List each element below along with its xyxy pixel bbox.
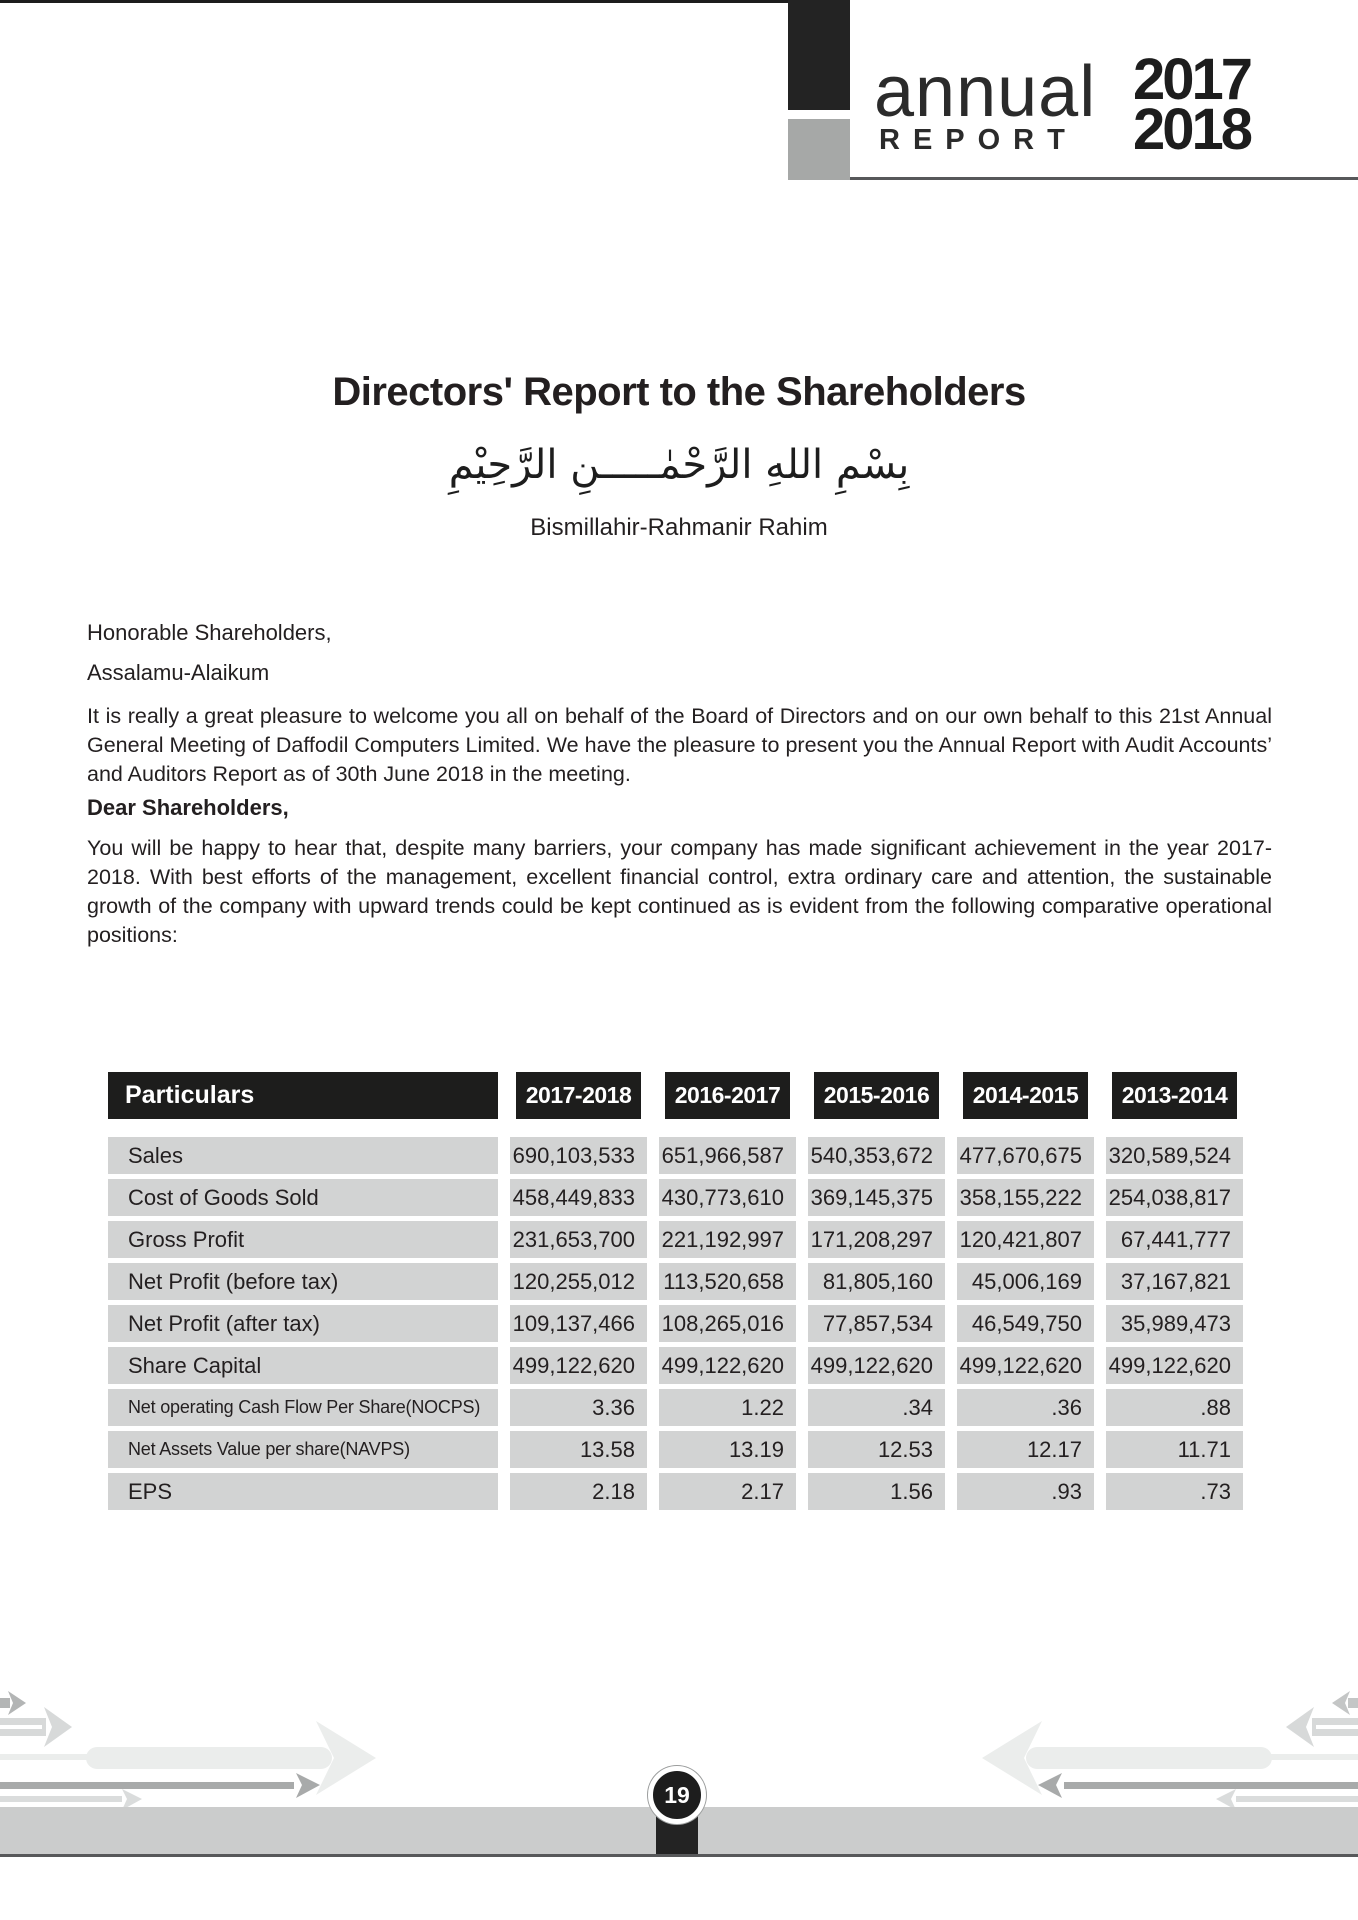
row-value: .36 [957, 1389, 1094, 1426]
row-value: 46,549,750 [957, 1305, 1094, 1342]
row-label: Share Capital [108, 1347, 498, 1384]
row-value: 254,038,817 [1106, 1179, 1243, 1216]
row-value: 320,589,524 [1106, 1137, 1243, 1174]
row-value: 499,122,620 [808, 1347, 945, 1384]
row-value: 369,145,375 [808, 1179, 945, 1216]
row-value: 430,773,610 [659, 1179, 796, 1216]
page-number-badge [648, 1766, 706, 1824]
table-row [108, 1305, 1248, 1342]
row-value: 540,353,672 [808, 1137, 945, 1174]
row-value: 651,966,587 [659, 1137, 796, 1174]
header-rule [850, 177, 1358, 180]
row-label: Net Profit (before tax) [108, 1263, 498, 1300]
column-header-year: 2013-2014 [1112, 1072, 1237, 1119]
table-row [108, 1347, 1248, 1384]
row-value: 499,122,620 [510, 1347, 647, 1384]
row-label: Net operating Cash Flow Per Share(NOCPS) [108, 1389, 498, 1426]
bismillah-calligraphy: بِسْمِ اللهِ الرَّحْمٰـــــنِ الرَّحِيْمِ [448, 442, 910, 488]
row-value: 120,421,807 [957, 1221, 1094, 1258]
table-row [108, 1221, 1248, 1258]
row-value: 45,006,169 [957, 1263, 1094, 1300]
table-row [108, 1137, 1248, 1174]
brand-annual: annual [874, 52, 1097, 132]
row-value: 1.56 [808, 1473, 945, 1510]
row-value: 358,155,222 [957, 1179, 1094, 1216]
row-label: Sales [108, 1137, 498, 1174]
table-row [108, 1263, 1248, 1300]
table-row [108, 1389, 1248, 1426]
arrow-big-pale [0, 1754, 90, 1760]
table-header-row [108, 1072, 1248, 1119]
paragraph-achievement: You will be happy to hear that, despite many barriers, your company has made significant achievement in the year 2017-2018. With best efforts of the management, excellent financial control, extra ordinary care and attention, the sustainable growth of the company with upward trends could be kept continued as is evident from the following comparative operational positions: [87, 836, 1272, 947]
row-value: 2.17 [659, 1473, 796, 1510]
row-value: 171,208,297 [808, 1221, 945, 1258]
row-value: 37,167,821 [1106, 1263, 1243, 1300]
paragraph-welcome: It is really a great pleasure to welcome you all on behalf of the Board of Directors and on our own behalf to this 21st Annual General Meeting of Daffodil Computers Limited. We have the pleasure to present you the Annual Report with Audit Accounts’ and Auditors Report as of 30th June 2018 in the meeting. [87, 704, 1272, 786]
row-value: 109,137,466 [510, 1305, 647, 1342]
table-rows [108, 1137, 1248, 1510]
column-header-particulars: Particulars [108, 1072, 498, 1119]
row-value: 35,989,473 [1106, 1305, 1243, 1342]
row-value: 499,122,620 [659, 1347, 796, 1384]
row-value: 108,265,016 [659, 1305, 796, 1342]
subheading-dear-shareholders: Dear Shareholders, [87, 795, 289, 820]
brand-year-top: 2017 [1133, 47, 1251, 112]
row-value: .88 [1106, 1389, 1243, 1426]
row-value: 221,192,997 [659, 1221, 796, 1258]
arrow-stub [0, 1698, 10, 1708]
row-value: 13.19 [659, 1431, 796, 1468]
brand-year-bottom: 2018 [1133, 97, 1251, 162]
row-label: Net Assets Value per share(NAVPS) [108, 1431, 498, 1468]
row-label: EPS [108, 1473, 498, 1510]
row-value: 231,653,700 [510, 1221, 647, 1258]
page-number: 19 [664, 1781, 690, 1808]
column-header-year: 2016-2017 [665, 1072, 790, 1119]
row-value: 3.36 [510, 1389, 647, 1426]
top-rule [0, 0, 790, 3]
row-value: .73 [1106, 1473, 1243, 1510]
row-value: 67,441,777 [1106, 1221, 1243, 1258]
column-header-year: 2014-2015 [963, 1072, 1088, 1119]
bismillah-transliteration: Bismillahir-Rahmanir Rahim [530, 514, 828, 541]
salutation-honorable: Honorable Shareholders, [87, 620, 332, 645]
row-value: .34 [808, 1389, 945, 1426]
row-value: 113,520,658 [659, 1263, 796, 1300]
table-row [108, 1179, 1248, 1216]
arrows-decoration-right [978, 1685, 1358, 1810]
brand-report: REPORT [879, 124, 1078, 156]
row-value: 12.53 [808, 1431, 945, 1468]
brand-years [1133, 47, 1251, 162]
row-label: Gross Profit [108, 1221, 498, 1258]
row-value: 12.17 [957, 1431, 1094, 1468]
row-value: 13.58 [510, 1431, 647, 1468]
column-header-year: 2017-2018 [516, 1072, 641, 1119]
row-value: 120,255,012 [510, 1263, 647, 1300]
row-value: 499,122,620 [957, 1347, 1094, 1384]
row-value: 81,805,160 [808, 1263, 945, 1300]
row-value: 690,103,533 [510, 1137, 647, 1174]
row-value: 11.71 [1106, 1431, 1243, 1468]
row-value: 1.22 [659, 1389, 796, 1426]
arrows-decoration-left [0, 1685, 380, 1810]
arrow-pale-thin [1236, 1796, 1358, 1802]
arrow-big-pale [1268, 1754, 1358, 1760]
arrow-medium-gray [1064, 1782, 1358, 1789]
row-value: 477,670,675 [957, 1137, 1094, 1174]
salutation-assalamu: Assalamu-Alaikum [87, 660, 270, 685]
column-header-year: 2015-2016 [814, 1072, 939, 1119]
arrow-stub [1348, 1698, 1358, 1708]
page-title: Directors' Report to the Shareholders [332, 370, 1026, 414]
row-label: Cost of Goods Sold [108, 1179, 498, 1216]
row-value: 77,857,534 [808, 1305, 945, 1342]
table-row [108, 1473, 1248, 1510]
arrow-pale-thin [0, 1796, 122, 1802]
arrow-medium-gray [0, 1782, 294, 1789]
financial-table [108, 1072, 1248, 1510]
table-row [108, 1431, 1248, 1468]
logo-black-block [788, 0, 850, 110]
row-label: Net Profit (after tax) [108, 1305, 498, 1342]
row-value: 2.18 [510, 1473, 647, 1510]
logo-gray-block [788, 119, 850, 180]
row-value: 458,449,833 [510, 1179, 647, 1216]
row-value: 499,122,620 [1106, 1347, 1243, 1384]
row-value: .93 [957, 1473, 1094, 1510]
